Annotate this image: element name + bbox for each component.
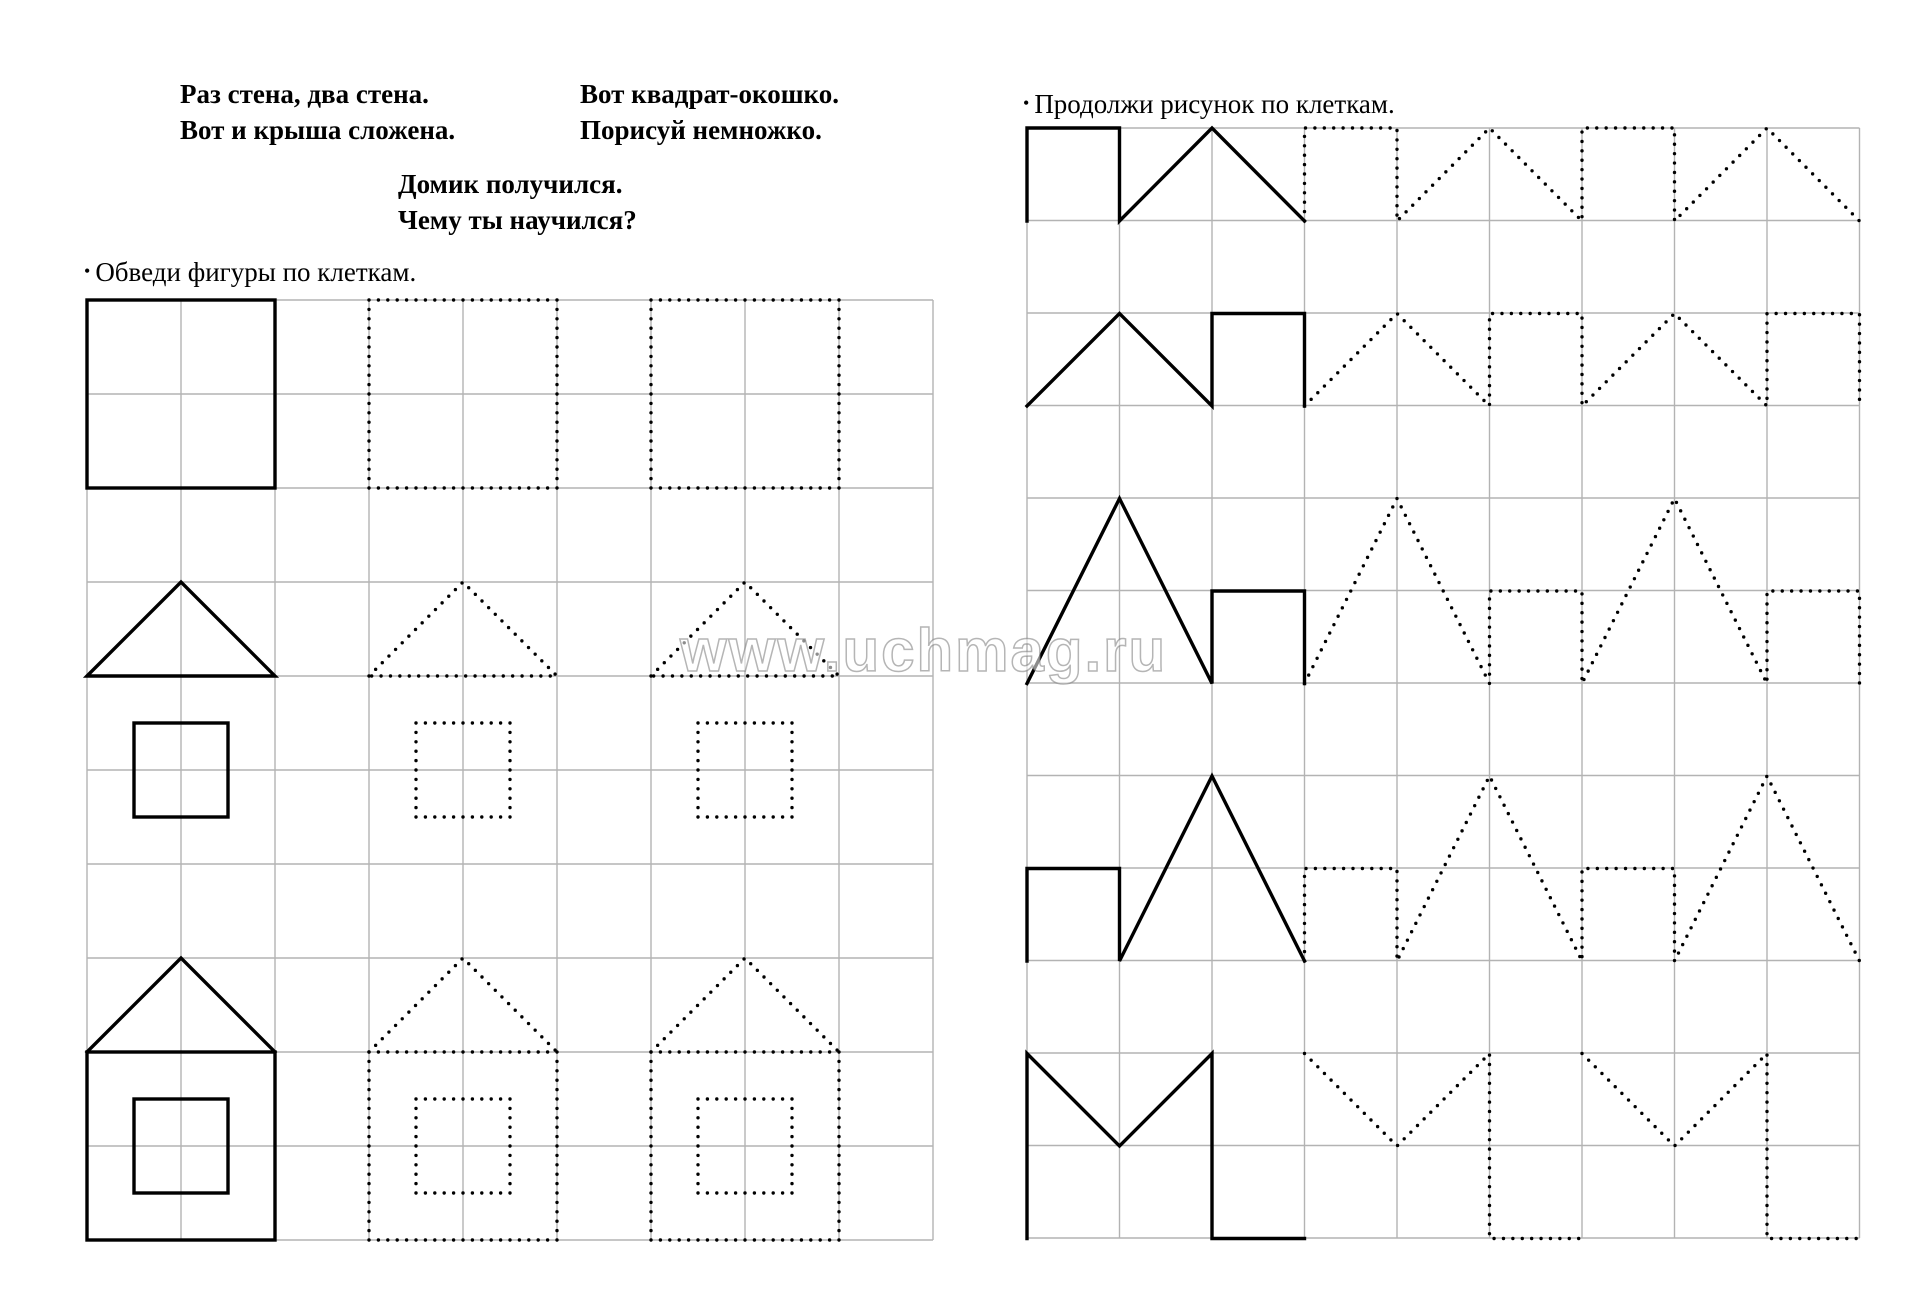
pattern-row-2-sample: [1027, 314, 1305, 407]
instruction-left-text: Обведи фигуры по клеткам.: [95, 257, 417, 287]
poem-line: Порисуй немножко.: [580, 115, 822, 145]
poem-line: Чему ты научился?: [398, 205, 637, 235]
poem-line: Домик получился.: [398, 169, 623, 199]
instruction-right-text: Продолжи рисунок по клеткам.: [1034, 89, 1395, 119]
poem-line: Вот квадрат-окошко.: [580, 79, 839, 109]
bullet-icon: •: [84, 261, 91, 281]
bullet-icon: •: [1023, 93, 1030, 113]
poem-line: Вот и крыша сложена.: [180, 115, 456, 145]
watermark: www.uchmag.ru: [680, 617, 1168, 684]
pattern-row-1-sample: [1027, 128, 1305, 221]
poem-line: Раз стена, два стена.: [180, 79, 429, 109]
